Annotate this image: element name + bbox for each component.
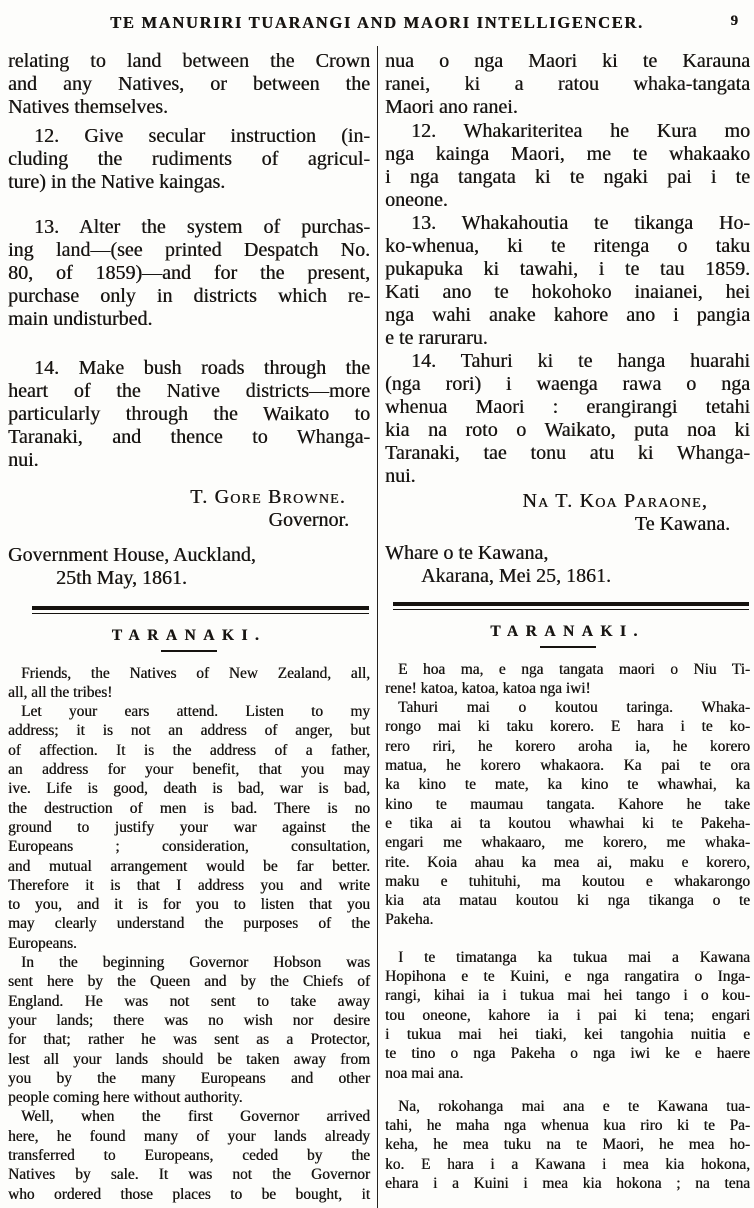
paragraph-item-13-mi bbox=[385, 212, 750, 350]
paragraph-first-governor-mi bbox=[385, 1097, 750, 1193]
text-line: all, all the tribes! bbox=[8, 683, 113, 701]
text-line: noa mai ana. bbox=[385, 1064, 464, 1082]
text-line: you by the many Europeans and other bbox=[8, 1069, 370, 1087]
text-line: ranei, ki a ratou whaka-tangata bbox=[385, 73, 750, 95]
text-line: nga wahi anake kahore ano i pangia bbox=[385, 304, 750, 326]
two-column-body bbox=[0, 46, 754, 1208]
paragraph-address-mi bbox=[385, 698, 750, 930]
paragraph-salutation-mi bbox=[385, 660, 750, 699]
text-line: Natives themselves. bbox=[8, 96, 168, 118]
signature-name-en: T. Gore Browne. bbox=[190, 486, 346, 508]
text-line: ehara i a Kuini i mea kia hokona ; na tena bbox=[385, 1175, 750, 1193]
paragraph-address-en bbox=[8, 702, 370, 953]
text-line: who ordered those places to be bought, it bbox=[8, 1185, 370, 1203]
signature-name-mi: Na T. Koa Paraone, bbox=[522, 490, 708, 512]
text-line: and any Natives, or between the bbox=[8, 73, 370, 95]
text-line: Maori ano ranei. bbox=[385, 96, 518, 118]
address-line-1-mi: Whare o te Kawana, bbox=[385, 542, 549, 564]
text-line: sent here by the Queen and by the Chiefs of bbox=[8, 973, 370, 991]
section-heading-taranaki-mi bbox=[385, 623, 750, 648]
text-line: cluding the rudiments of agricul- bbox=[8, 148, 370, 170]
text-line: Pakeha. bbox=[385, 911, 434, 929]
text-line: maku e tuhituhi, ma koutou e whakarongo bbox=[385, 872, 750, 890]
text-line: Kati ano te hokohoko inaianei, hei bbox=[385, 281, 750, 303]
text-line: Taranaki, tae tonu atu ki Whanga- bbox=[385, 442, 750, 464]
text-line: matua, he korero whakaora. Ka pai te ora bbox=[385, 757, 750, 775]
text-line: rene! katoa, katoa, katoa nga iwi! bbox=[385, 679, 591, 697]
text-line: nui. bbox=[385, 465, 416, 487]
text-line: the destruction of men is bad. There is no bbox=[8, 799, 370, 817]
text-line: i tukua mai hei tiaki, kei tangohia nuitia e bbox=[385, 1025, 750, 1043]
text-line: particularly through the Waikato to bbox=[8, 403, 370, 425]
text-line: ing land—(see printed Despatch No. bbox=[8, 239, 370, 261]
text-line: whenua Maori : erangirangi tetahi bbox=[385, 396, 750, 418]
text-line: 13. Alter the system of purchas- bbox=[34, 216, 370, 238]
text-line: Therefore it is that I address you and write bbox=[8, 876, 370, 894]
text-line: 13. Whakahoutia te tikanga Ho- bbox=[411, 212, 750, 234]
paragraph-item-12-en bbox=[8, 125, 370, 194]
text-line: heart of the Native districts—more bbox=[8, 380, 370, 402]
newspaper-title: TE MANURIRI TUARANGI AND MAORI INTELLIGENCER. bbox=[110, 13, 644, 32]
text-line: 12. Give secular instruction (in- bbox=[34, 125, 370, 147]
text-line: nua o nga Maori ki te Karauna bbox=[385, 50, 750, 72]
text-line: I te timatanga ka tukua mai a Kawana bbox=[398, 948, 750, 966]
text-line: here, he found many of your lands already bbox=[8, 1127, 370, 1145]
text-line: purchase only in districts which re- bbox=[8, 285, 370, 307]
text-line: 14. Tahuri ki te hanga huarahi bbox=[411, 350, 750, 372]
text-line: main undisturbed. bbox=[8, 308, 153, 330]
text-line: E hoa ma, e nga tangata maori o Niu Ti- bbox=[398, 660, 750, 678]
text-line: e te raruraru. bbox=[385, 327, 488, 349]
address-line-1-en: Government House, Auckland, bbox=[8, 544, 256, 566]
heading-underline-rule bbox=[540, 646, 596, 648]
text-line: 12. Whakariteritea he Kura mo bbox=[411, 120, 750, 142]
text-line: ko. E hara i a Kawana i mea kia hokona, bbox=[385, 1155, 750, 1173]
text-line: Europeans. bbox=[8, 934, 77, 952]
text-line: Let your ears attend. Listen to my bbox=[21, 703, 370, 721]
text-line: tahi, he maha nga whenua kua riro ki te Pa- bbox=[385, 1117, 750, 1135]
text-line: relating to land between the Crown bbox=[8, 50, 370, 72]
text-line: pukapuka ki tawahi, i te tau 1859. bbox=[385, 258, 750, 280]
text-line: kino te maumau tangata. Kahore he take bbox=[385, 795, 750, 813]
paragraph-first-governor-en bbox=[8, 1107, 370, 1203]
text-line: kia ata matau koutou ki nga tikanga o te bbox=[385, 892, 750, 910]
text-line: nui. bbox=[8, 449, 39, 471]
text-line: ture) in the Native kaingas. bbox=[8, 171, 226, 193]
text-line: rero riri, he korero aroha ia, he korero bbox=[385, 737, 750, 755]
text-line: nga kainga Maori, me te whakaako bbox=[385, 143, 750, 165]
text-line: an address for your benefit, that you may bbox=[8, 761, 370, 779]
paragraph-item-14-mi bbox=[385, 350, 750, 488]
text-line: ka kino te mate, ka kino te whawhai, ka bbox=[385, 776, 750, 794]
text-line: i nga tangata ki te ngaki pai i te bbox=[385, 166, 750, 188]
text-line: ground to justify your war against the bbox=[8, 818, 370, 836]
text-line: ive. Life is good, death is bad, war is bad, bbox=[8, 780, 370, 798]
text-line: rite. Koia ahau ka mea ai, maku e korero, bbox=[385, 853, 750, 871]
text-line: ko-whenua, ki te ritenga o taku bbox=[385, 235, 750, 257]
text-line: Natives by sale. It was not the Governor bbox=[8, 1166, 370, 1184]
page-number: 9 bbox=[730, 13, 738, 29]
section-heading-taranaki-en bbox=[8, 627, 370, 652]
text-line: Hopihona e te Kuini, e nga rangatira o Inga- bbox=[385, 968, 750, 986]
text-line: Friends, the Natives of New Zealand, all, bbox=[21, 664, 370, 682]
paragraph-hobson-en bbox=[8, 953, 370, 1107]
text-line: e tika ai ta koutou whawhai ki te Pakeha- bbox=[385, 814, 750, 832]
text-line: for that; rather he was sent as a Protector, bbox=[8, 1031, 370, 1049]
text-line: (nga rori) i waenga rawa o nga bbox=[385, 373, 750, 395]
heading-underline-rule bbox=[161, 650, 217, 652]
masthead bbox=[0, 0, 754, 46]
section-divider-rule bbox=[32, 606, 369, 614]
text-line: 80, of 1859)—and for the present, bbox=[8, 262, 370, 284]
right-column-maori bbox=[377, 46, 754, 1208]
section-heading-text: TARANAKI. bbox=[111, 626, 267, 644]
text-line: of affection. It is the address of a father, bbox=[8, 741, 370, 759]
paragraph-item-12-mi bbox=[385, 120, 750, 212]
text-line: and mutual arrangement would be far better. bbox=[8, 857, 370, 875]
text-line: In the beginning Governor Hobson was bbox=[21, 954, 370, 972]
left-column-english bbox=[0, 46, 377, 1208]
text-line: oneone. bbox=[385, 189, 448, 211]
paragraph-item-13-en bbox=[8, 216, 370, 331]
text-line: tou oneone, kahore ia i pai ki tena; engari bbox=[385, 1006, 750, 1024]
text-line: England. He was not sent to take away bbox=[8, 992, 370, 1010]
signature-title-en: Governor. bbox=[268, 509, 349, 531]
text-line: address; it is not an address of anger, but bbox=[8, 722, 370, 740]
section-divider-rule bbox=[393, 602, 749, 610]
paragraph-continuation-en bbox=[8, 50, 370, 119]
address-line-2-mi: Akarana, Mei 25, 1861. bbox=[421, 565, 611, 587]
text-line: rongo mai ki taku korero. E hara i te ko- bbox=[385, 718, 750, 736]
paragraph-item-14-en bbox=[8, 357, 370, 472]
signature-title-mi: Te Kawana. bbox=[634, 513, 730, 535]
text-line: engari me whakaaro, me korero, me whaka- bbox=[385, 834, 750, 852]
text-line: may clearly understand the purposes of the bbox=[8, 915, 370, 933]
text-line: te tino o nga Pakeha o nga iwi ke e haere bbox=[385, 1045, 750, 1063]
text-line: Taranaki, and thence to Whanga- bbox=[8, 426, 370, 448]
text-line: people coming here without authority. bbox=[8, 1089, 243, 1107]
section-heading-text: TARANAKI. bbox=[490, 622, 645, 640]
text-line: to you, and it is for you to listen that you bbox=[8, 896, 370, 914]
text-line: Tahuri mai o koutou taringa. Whaka- bbox=[398, 699, 750, 717]
paragraph-hobson-mi bbox=[385, 948, 750, 1083]
text-line: kia na roto o Waikato, puta noa ki bbox=[385, 419, 750, 441]
text-line: Well, when the first Governor arrived bbox=[21, 1108, 370, 1126]
paragraph-salutation-en bbox=[8, 664, 370, 703]
text-line: Europeans ; consideration, consultation, bbox=[8, 838, 370, 856]
text-line: rangi, kihai ia i tukua mai hei tango i o kou- bbox=[385, 987, 750, 1005]
text-line: Na, rokohanga mai ana e te Kawana tua- bbox=[398, 1097, 750, 1115]
text-line: your lands; there was no wish nor desire bbox=[8, 1011, 370, 1029]
address-line-2-en: 25th May, 1861. bbox=[56, 567, 187, 589]
text-line: lest all your lands should be taken away from bbox=[8, 1050, 370, 1068]
text-line: transferred to Europeans, ceded by the bbox=[8, 1147, 370, 1165]
paragraph-continuation-mi bbox=[385, 50, 750, 119]
text-line: 14. Make bush roads through the bbox=[34, 357, 370, 379]
text-line: keha, he mea tuku na te Maori, he mea ho- bbox=[385, 1136, 750, 1154]
